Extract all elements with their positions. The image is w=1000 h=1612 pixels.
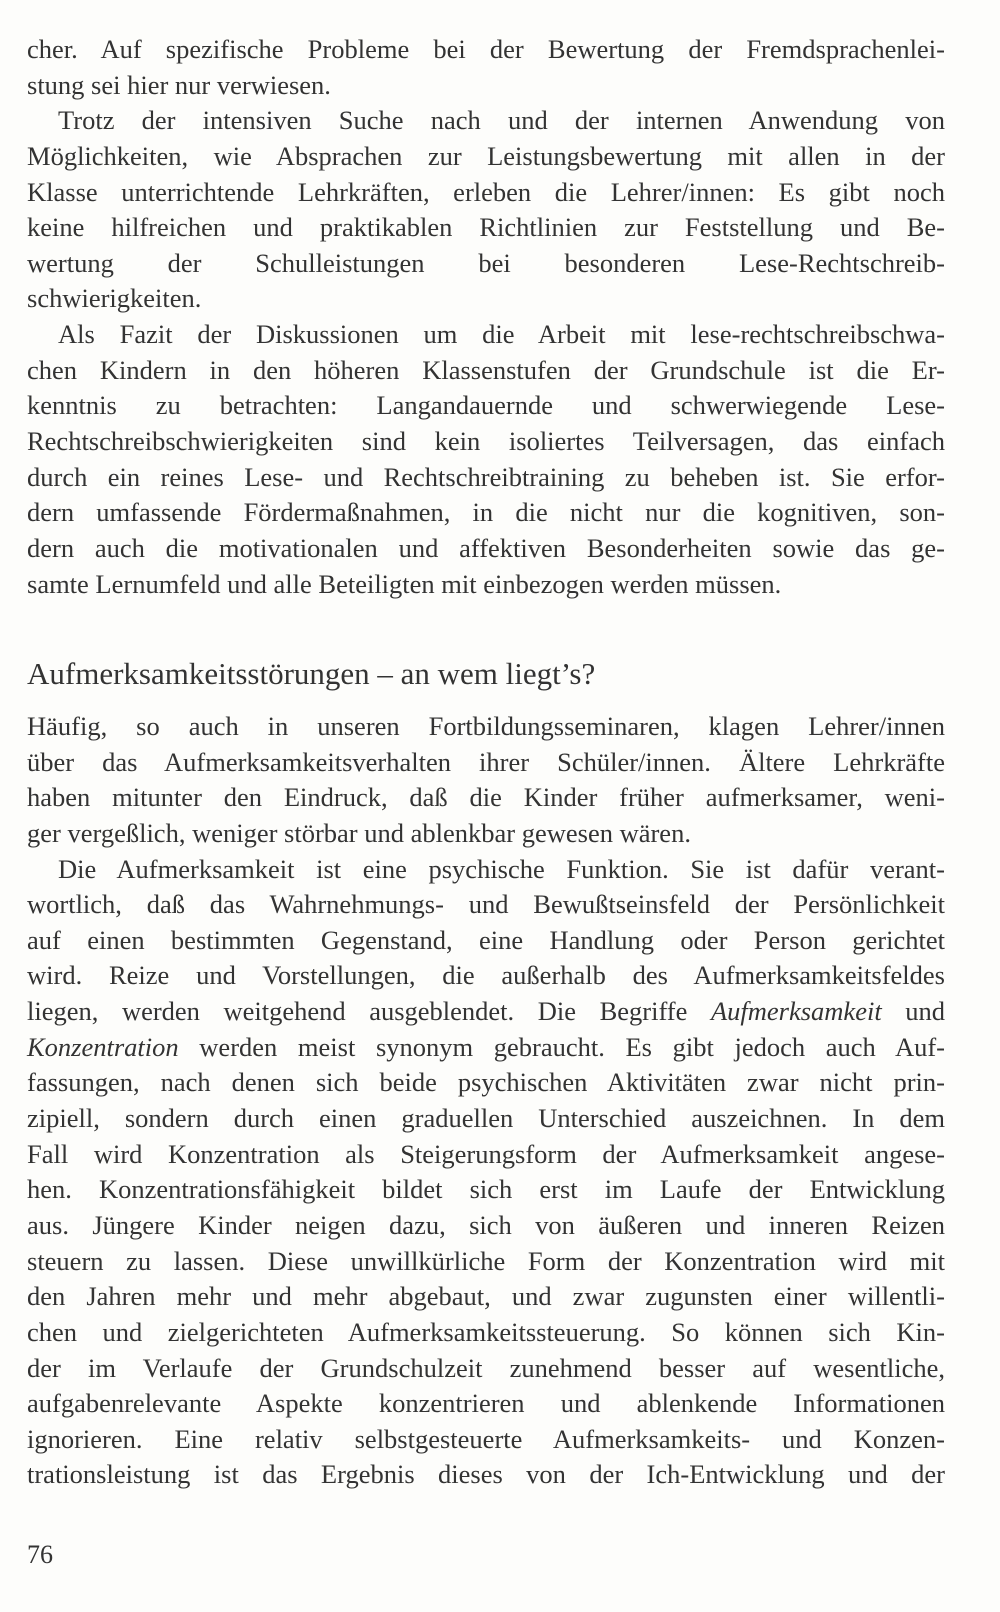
- text-line: hen. Konzentrationsfähigkeit bildet sich erst im Laufe der Entwicklung: [27, 1174, 945, 1205]
- text-line: [27, 994, 945, 1030]
- text-line: durch ein reines Lese- und Rechtschreibtraining zu beheben ist. Sie erfor-: [27, 461, 945, 492]
- section-heading: Aufmerksamkeitsstörungen – an wem liegt’s?: [27, 656, 596, 691]
- paragraph: [27, 317, 945, 602]
- text-line: Trotz der intensiven Suche nach und der internen Anwendung von: [58, 105, 945, 136]
- text-line: ignorieren. Eine relativ selbstgesteuerte Aufmerksamkeits- und Konzen-: [27, 1423, 945, 1454]
- text-line: stung sei hier nur verwiesen.: [27, 69, 331, 100]
- text-line: samte Lernumfeld und alle Beteiligten mit einbezogen werden müssen.: [27, 568, 782, 599]
- text-line: Häufig, so auch in unseren Fortbildungsseminaren, klagen Lehrer/innen: [27, 711, 945, 741]
- text-line: zipiell, sondern durch einen graduellen Unterschied auszeichnen. In dem: [27, 1103, 945, 1134]
- text-line: Möglichkeiten, wie Absprachen zur Leistungsbewertung mit allen in der: [27, 140, 945, 171]
- text-line: haben mitunter den Eindruck, daß die Kinder früher aufmerksamer, weni-: [27, 782, 945, 813]
- text-line: schwierigkeiten.: [27, 283, 202, 314]
- paragraph: [27, 103, 945, 317]
- text-line: wortlich, daß das Wahrnehmungs- und Bewußtseinsfeld der Persönlichkeit: [27, 889, 945, 920]
- italic-term: Konzentration: [27, 1031, 179, 1062]
- text-line: aus. Jüngere Kinder neigen dazu, sich von äußeren und inneren Reizen: [27, 1209, 945, 1240]
- text-line: cher. Auf spezifische Probleme bei der Bewertung der Fremdsprachenlei-: [27, 34, 945, 64]
- italic-term: Aufmerksamkeit: [710, 996, 882, 1027]
- page-number: 76: [27, 1540, 53, 1569]
- text-line: [27, 1030, 945, 1066]
- text-line: Rechtschreibschwierigkeiten sind kein isoliertes Teilversagen, das einfach: [27, 426, 945, 457]
- text-line: den Jahren mehr und mehr abgebaut, und zwar zugunsten einer willentli-: [27, 1281, 945, 1312]
- text-line: aufgabenrelevante Aspekte konzentrieren und ablenkende Informationen: [27, 1388, 945, 1419]
- paragraph: [27, 32, 945, 103]
- text-run: und: [881, 996, 946, 1027]
- text-line: Klasse unterrichtende Lehrkräften, erleben die Lehrer/innen: Es gibt noch: [27, 176, 945, 207]
- text-section-top: [27, 32, 945, 602]
- text-line: trationsleistung ist das Ergebnis dieses von der Ich-Entwicklung und der: [27, 1459, 945, 1490]
- paragraph: [27, 852, 945, 1494]
- text-line: Fall wird Konzentration als Steigerungsform der Aufmerksamkeit angese-: [27, 1138, 945, 1169]
- text-line: dern auch die motivationalen und affektiven Besonderheiten sowie das ge-: [27, 532, 945, 563]
- text-line: keine hilfreichen und praktikablen Richtlinien zur Feststellung und Be-: [27, 212, 945, 243]
- text-line: steuern zu lassen. Diese unwillkürliche Form der Konzentration wird mit: [27, 1245, 945, 1276]
- text-line: Als Fazit der Diskussionen um die Arbeit mit lese-rechtschreibschwa-: [58, 319, 945, 350]
- text-line: auf einen bestimmten Gegenstand, eine Handlung oder Person gerichtet: [27, 924, 945, 955]
- paragraph: [27, 709, 945, 852]
- text-line: dern umfassende Fördermaßnahmen, in die nicht nur die kognitiven, son-: [27, 497, 945, 528]
- text-run: werden meist synonym gebraucht. Es gibt jedoch auch Auf-: [178, 1031, 945, 1062]
- text-line: kenntnis zu betrachten: Langandauernde und schwerwiegende Lese-: [27, 390, 945, 421]
- text-line: wertung der Schulleistungen bei besonderen Lese-Rechtschreib-: [27, 247, 945, 278]
- text-line: über das Aufmerksamkeitsverhalten ihrer Schüler/innen. Ältere Lehrkräfte: [27, 746, 945, 777]
- text-line: Die Aufmerksamkeit ist eine psychische Funktion. Sie ist dafür verant-: [58, 853, 945, 884]
- text-line: der im Verlaufe der Grundschulzeit zunehmend besser auf wesentliche,: [27, 1352, 945, 1383]
- text-line: chen und zielgerichteten Aufmerksamkeitssteuerung. So können sich Kin-: [27, 1316, 945, 1347]
- text-run: liegen, werden weitgehend ausgeblendet. Die Begriffe: [27, 996, 711, 1027]
- text-section-bottom: [27, 709, 945, 1493]
- text-line: fassungen, nach denen sich beide psychischen Aktivitäten zwar nicht prin-: [27, 1067, 945, 1098]
- text-line: ger vergeßlich, weniger störbar und ablenkbar gewesen wären.: [27, 817, 691, 848]
- text-line: chen Kindern in den höheren Klassenstufen der Grundschule ist die Er-: [27, 354, 945, 385]
- text-line: wird. Reize und Vorstellungen, die außerhalb des Aufmerksamkeitsfeldes: [27, 960, 945, 991]
